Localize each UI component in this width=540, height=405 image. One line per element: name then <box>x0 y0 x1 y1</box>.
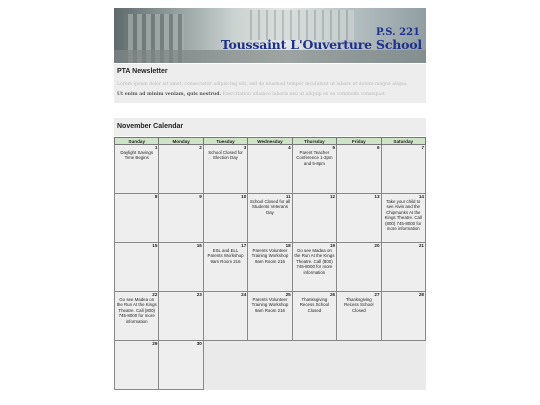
calendar-day-cell <box>381 243 425 292</box>
school-number: P.S. 221 <box>375 27 420 38</box>
calendar-day-cell <box>292 292 336 341</box>
day-number: 8 <box>154 194 158 199</box>
day-number: 15 <box>152 243 158 248</box>
weekday-header: Tuesday <box>203 138 247 145</box>
calendar-event: Parents Volunteer Training Workshop 9am Room 216 <box>251 248 289 264</box>
weekday-header: Thursday <box>292 138 336 145</box>
calendar-day-cell <box>292 145 336 194</box>
calendar-day-cell <box>159 243 203 292</box>
newsletter-title: PTA Newsletter <box>117 68 168 75</box>
calendar-event: Daylight Savings Time Begins <box>120 150 154 161</box>
calendar-day-cell <box>248 145 292 194</box>
day-number: 6 <box>376 145 380 150</box>
weekday-header: Sunday <box>115 138 159 145</box>
weekday-header: Friday <box>337 138 381 145</box>
day-number: 23 <box>196 292 202 297</box>
calendar-day-cell <box>248 243 292 292</box>
day-number: 28 <box>418 292 424 297</box>
day-number: 30 <box>196 341 202 346</box>
calendar-day-cell <box>203 194 247 243</box>
calendar-title: November Calendar <box>117 123 184 130</box>
calendar-day-cell <box>248 292 292 341</box>
calendar-day-cell <box>248 194 292 243</box>
calendar-week-row <box>115 292 426 341</box>
calendar-grid <box>114 137 426 390</box>
calendar-day-cell <box>337 243 381 292</box>
calendar-event: School Closed for Election Day <box>208 150 243 161</box>
weekday-header: Wednesday <box>248 138 292 145</box>
calendar-event: Go see Madea on the Run At the Kings Theatre. Call (800) 745-8000 for more information <box>294 248 335 275</box>
day-number: 19 <box>329 243 336 248</box>
day-number: 10 <box>241 194 247 199</box>
day-number: 1 <box>154 145 158 150</box>
day-number: 16 <box>196 243 202 248</box>
day-number: 29 <box>152 341 158 346</box>
calendar-event: Parents Volunteer Training Workshop 9am Room 216 <box>251 297 289 313</box>
day-number: 21 <box>418 243 424 248</box>
day-number: 7 <box>421 145 424 150</box>
day-number: 9 <box>199 194 202 199</box>
school-banner-image <box>114 8 426 63</box>
calendar-day-cell <box>115 292 159 341</box>
day-number: 5 <box>332 145 336 150</box>
day-number: 12 <box>329 194 336 199</box>
calendar-day-cell <box>115 194 159 243</box>
calendar-day-cell <box>115 341 159 390</box>
calendar-day-cell <box>292 243 336 292</box>
calendar-day-cell <box>381 194 425 243</box>
calendar-day-cell <box>203 243 247 292</box>
calendar-day-cell <box>115 243 159 292</box>
day-number: 11 <box>285 194 291 199</box>
calendar-event: ESL and ELL Parents Workshop 9am Room 216 <box>207 248 244 264</box>
calendar-day-cell <box>159 145 203 194</box>
day-number: 27 <box>374 292 380 297</box>
day-number: 4 <box>288 145 291 150</box>
calendar-event: Thanksgiving Recess School Closed <box>344 297 374 313</box>
newsletter-text-line: Lorem ipsum dolor sit amet, consectetur adipiscing elit, sed do eiusmod tempor incididunt ut labore et dolore magna aliqua. <box>117 82 408 87</box>
calendar-day-cell <box>381 145 425 194</box>
newsletter-text-line <box>117 92 386 97</box>
day-number: 3 <box>243 145 247 150</box>
calendar-event: Take your child to see Alvin and the Chipmunks At the Kings Theatre. Call (800) 745-8000 for more information <box>384 199 422 232</box>
calendar-day-cell <box>292 194 336 243</box>
calendar-day-cell <box>159 292 203 341</box>
calendar-day-cell <box>203 292 247 341</box>
calendar-week-row <box>115 194 426 243</box>
calendar-day-cell <box>159 341 203 390</box>
day-number: 2 <box>199 145 202 150</box>
calendar-event: Go see Madea on the Run At the Kings Theatre. Call (800) 745-8000 for more information <box>116 297 157 324</box>
calendar-event: Thanksgiving Recess School Closed <box>299 297 330 313</box>
day-number: 14 <box>418 194 424 199</box>
day-number: 18 <box>285 243 291 248</box>
day-number: 13 <box>374 194 380 199</box>
day-number: 25 <box>285 292 291 297</box>
newsletter-bold-text: Ut enim ad minim veniam, quis nostrud. <box>117 92 222 97</box>
empty-cell <box>292 341 336 390</box>
weekday-header: Monday <box>159 138 203 145</box>
day-number: 17 <box>241 243 247 248</box>
calendar-week-row <box>115 341 426 390</box>
day-number: 22 <box>152 292 158 297</box>
empty-cell <box>248 341 292 390</box>
weekday-header-row <box>115 138 426 145</box>
weekday-header: Saturday <box>381 138 425 145</box>
empty-cell <box>381 341 425 390</box>
calendar-day-cell <box>381 292 425 341</box>
calendar-event: School Closed for all Students Veterans Day <box>249 199 291 215</box>
document-page <box>114 8 426 396</box>
calendar-day-cell <box>159 194 203 243</box>
calendar-day-cell <box>203 145 247 194</box>
calendar-week-row <box>115 243 426 292</box>
newsletter-faded-text: Exercitation ullamco laboris nisi ut aliquip ex ea commodo consequat. <box>221 92 387 97</box>
empty-cell <box>337 341 381 390</box>
calendar-day-cell <box>337 194 381 243</box>
calendar-event: Parent Teacher Conference 1-3pm and 5-8pm <box>296 150 333 166</box>
calendar-day-cell <box>337 292 381 341</box>
calendar-day-cell <box>115 145 159 194</box>
calendar-week-row <box>115 145 426 194</box>
day-number: 26 <box>329 292 336 297</box>
school-name: Toussaint L'Ouverture School <box>220 37 422 52</box>
day-number: 24 <box>241 292 247 297</box>
calendar-day-cell <box>337 145 381 194</box>
day-number: 20 <box>374 243 380 248</box>
empty-cell <box>203 341 247 390</box>
building-photo-center <box>244 10 354 40</box>
